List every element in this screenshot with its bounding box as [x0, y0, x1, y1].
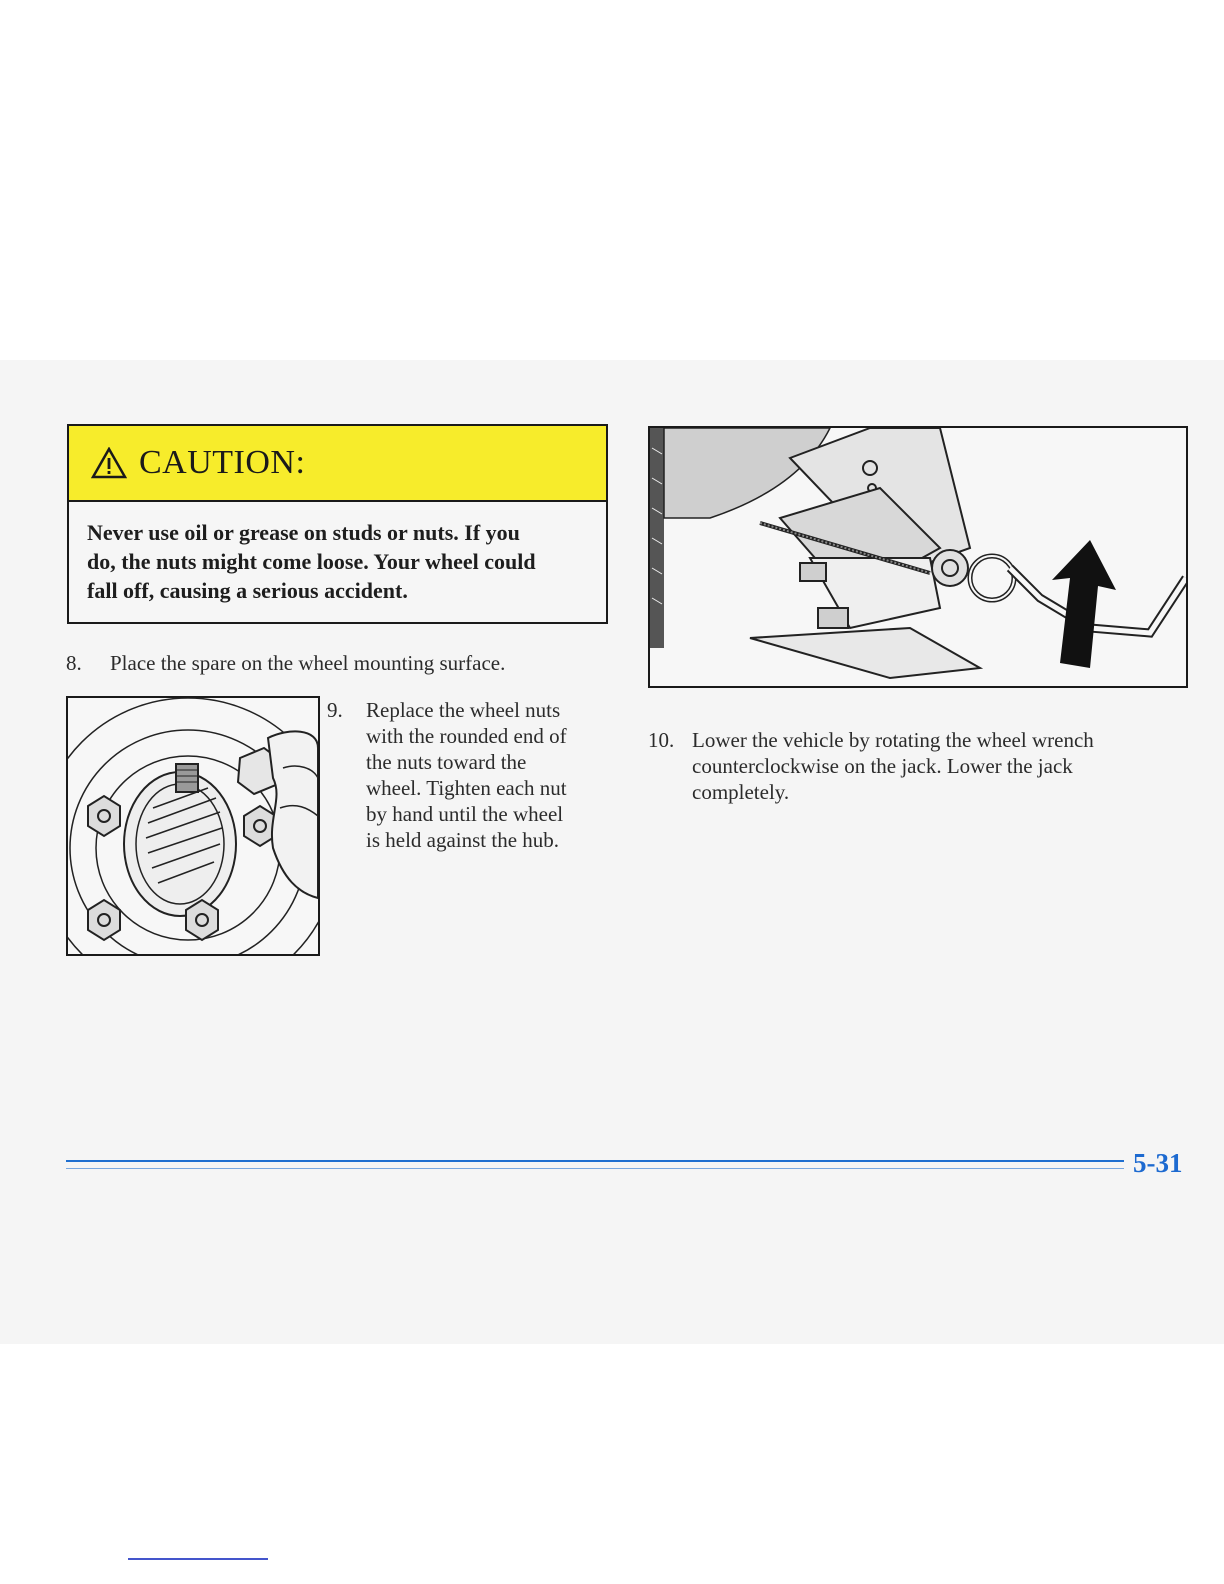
step-text-line: counterclockwise on the jack. Lower the jack: [692, 754, 1073, 778]
caution-line: fall off, causing a serious accident.: [87, 578, 408, 603]
step-number: 9.: [327, 698, 343, 722]
caution-box: [67, 424, 608, 624]
step-9: [327, 697, 607, 857]
step-text-line: wheel. Tighten each nut: [366, 776, 567, 800]
step-10: [648, 727, 1188, 807]
warning-triangle-icon: [91, 447, 127, 479]
step-text-line: the nuts toward the: [366, 750, 527, 774]
step-number: 10.: [648, 728, 675, 752]
step-text-line: by hand until the wheel: [366, 802, 564, 826]
page-number: 5-31: [1133, 1148, 1183, 1178]
caution-line: do, the nuts might come loose. Your wheel could: [87, 549, 536, 574]
caution-text: [69, 502, 606, 605]
step-text-line: with the rounded end of: [366, 724, 567, 748]
step-text-line: Replace the wheel nuts: [366, 698, 561, 722]
step-text-line: is held against the hub.: [366, 828, 560, 852]
footer-rule: [66, 1160, 1124, 1162]
step-text-line: Lower the vehicle by rotating the wheel wrench: [692, 728, 1094, 752]
bottom-divider: [128, 1558, 268, 1560]
jack-illustration: [648, 426, 1188, 688]
jack-wrench-drawing: [650, 428, 1186, 686]
wheel-hub-drawing: [68, 698, 318, 954]
step-8: [66, 650, 606, 678]
footer-rule-thin: [66, 1168, 1124, 1169]
caution-line: Never use oil or grease on studs or nuts. If you: [87, 520, 520, 545]
step-number: 8.: [66, 651, 82, 675]
caution-header: [69, 426, 606, 502]
caution-title: CAUTION:: [139, 444, 306, 481]
wheel-nuts-illustration: [66, 696, 320, 956]
step-text-line: completely.: [692, 780, 790, 804]
step-text: Place the spare on the wheel mounting surface.: [110, 651, 506, 675]
